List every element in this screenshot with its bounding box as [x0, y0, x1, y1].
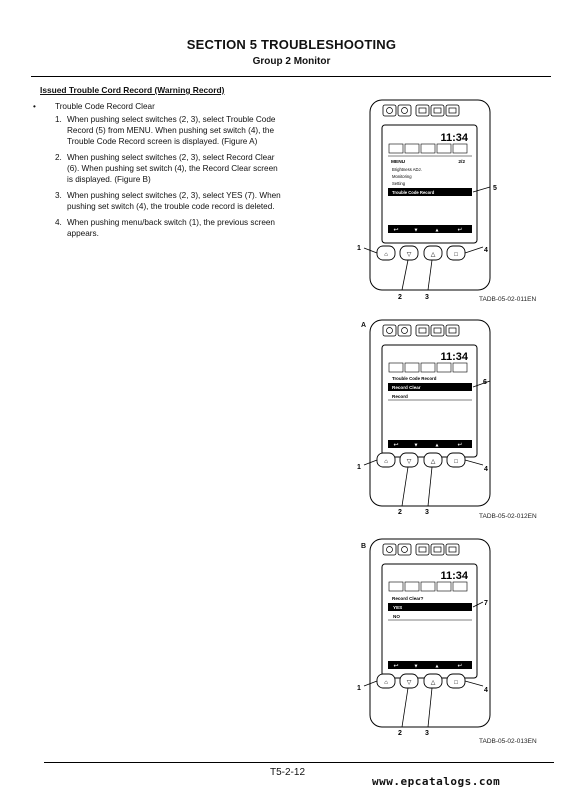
top-icon-row [383, 105, 459, 116]
clock-readout: 11:34 [440, 570, 468, 582]
menu-item-brightness: Brightness ADJ. [392, 167, 422, 172]
menu-item-monitoring: Monitoring [392, 174, 412, 179]
step-text: When pushing select switches (2, 3), select Record Clear (6). When pushing set switch (4), the Record Clear screen is displayed. (Figure B) [67, 153, 278, 184]
callout-number: 3 [425, 294, 429, 301]
screen-heading: Trouble Code Record [392, 376, 437, 381]
callout-number: 1 [357, 685, 361, 692]
option-yes: YES [393, 605, 403, 610]
step-list [55, 114, 285, 244]
step-text: When pushing select switches (2, 3), select YES (7). When pushing set switch (4), the trouble code record is deleted. [67, 191, 281, 211]
option-record: Record [392, 394, 408, 399]
softkey-down-icon: ▼ [413, 227, 419, 234]
watermark: www.epcatalogs.com [372, 775, 501, 788]
monitor-figure-a [340, 318, 550, 518]
step-text: When pushing select switches (2, 3), select Trouble Code Record (5) from MENU. When pushing set switch (4), the Trouble Code Record screen is displayed. (Figure A) [67, 115, 276, 146]
group-title: Group 2 Monitor [252, 56, 331, 67]
svg-text:⌂: ⌂ [384, 680, 388, 686]
svg-text:▽: ▽ [406, 680, 412, 686]
option-no: NO [393, 614, 400, 619]
softkey-enter-icon: ↵ [457, 442, 463, 449]
figure-caption: TADB-05-02-013EN [479, 738, 537, 745]
callout-number: 2 [398, 509, 402, 516]
svg-text:▽: ▽ [406, 252, 412, 258]
softkey-up-icon: ▲ [434, 442, 440, 449]
figure-letter: B [361, 543, 367, 550]
monitor-figure-b [340, 537, 550, 737]
clock-readout: 11:34 [440, 351, 468, 363]
figure-caption: TADB-05-02-011EN [479, 296, 537, 303]
softkey-down-icon: ▼ [413, 663, 419, 670]
top-icon-row [383, 325, 459, 336]
callout-number: 3 [425, 509, 429, 516]
section-title: SECTION 5 TROUBLESHOOTING [186, 37, 397, 52]
svg-text:□: □ [454, 680, 458, 686]
callout-number: 4 [484, 247, 488, 254]
callout-number: 7 [484, 600, 488, 607]
step-number: 2. [55, 153, 62, 162]
softkey-up-icon: ▲ [434, 227, 440, 234]
menu-page: 2/2 [458, 160, 465, 165]
callout-number: 2 [398, 294, 402, 301]
callout-number: 4 [484, 466, 488, 473]
monitor-figure-menu [340, 95, 550, 310]
callout-number: 3 [425, 730, 429, 737]
figure-caption: TADB-05-02-012EN [479, 513, 537, 520]
top-icon-row [383, 544, 459, 555]
callout-number: 6 [483, 379, 487, 386]
option-record-clear: Record Clear [392, 385, 421, 390]
callout-number: 1 [357, 245, 361, 252]
callout-number: 1 [357, 464, 361, 471]
bullet-label: Trouble Code Record Clear [55, 102, 155, 111]
svg-text:□: □ [454, 252, 458, 258]
clock-readout: 11:34 [440, 132, 468, 144]
svg-text:⌂: ⌂ [384, 459, 388, 465]
softkey-back-icon: ↩ [393, 227, 399, 234]
menu-item-trouble-code-record: Trouble Code Record [392, 190, 435, 195]
softkey-up-icon: ▲ [434, 663, 440, 670]
softkey-down-icon: ▼ [413, 442, 419, 449]
list-item [55, 217, 285, 239]
svg-text:▽: ▽ [406, 459, 412, 465]
softkey-enter-icon: ↵ [457, 227, 463, 234]
footer-divider [44, 762, 554, 763]
callout-number: 5 [493, 185, 497, 192]
step-number: 1. [55, 115, 62, 124]
header-divider [31, 76, 551, 77]
softkey-back-icon: ↩ [393, 663, 399, 670]
menu-label: MENU [391, 160, 406, 165]
svg-text:△: △ [430, 680, 436, 686]
menu-item-setting: Setting [392, 181, 406, 186]
list-item [55, 114, 285, 147]
softkey-enter-icon: ↵ [457, 663, 463, 670]
svg-text:△: △ [430, 459, 436, 465]
step-text: When pushing menu/back switch (1), the previous screen appears. [67, 218, 275, 238]
step-number: 4. [55, 218, 62, 227]
page-number: T5-2-12 [270, 767, 306, 778]
list-item [55, 152, 285, 185]
softkey-back-icon: ↩ [393, 442, 399, 449]
bullet-symbol: • [33, 102, 36, 111]
callout-number: 4 [484, 687, 488, 694]
callout-number: 2 [398, 730, 402, 737]
step-number: 3. [55, 191, 62, 200]
screen-heading: Record Clear? [392, 596, 424, 601]
svg-text:□: □ [454, 459, 458, 465]
list-item [55, 190, 285, 212]
svg-text:⌂: ⌂ [384, 252, 388, 258]
svg-text:△: △ [430, 252, 436, 258]
figure-letter: A [361, 322, 367, 329]
section-heading: Issued Trouble Cord Record (Warning Record) [40, 85, 225, 95]
